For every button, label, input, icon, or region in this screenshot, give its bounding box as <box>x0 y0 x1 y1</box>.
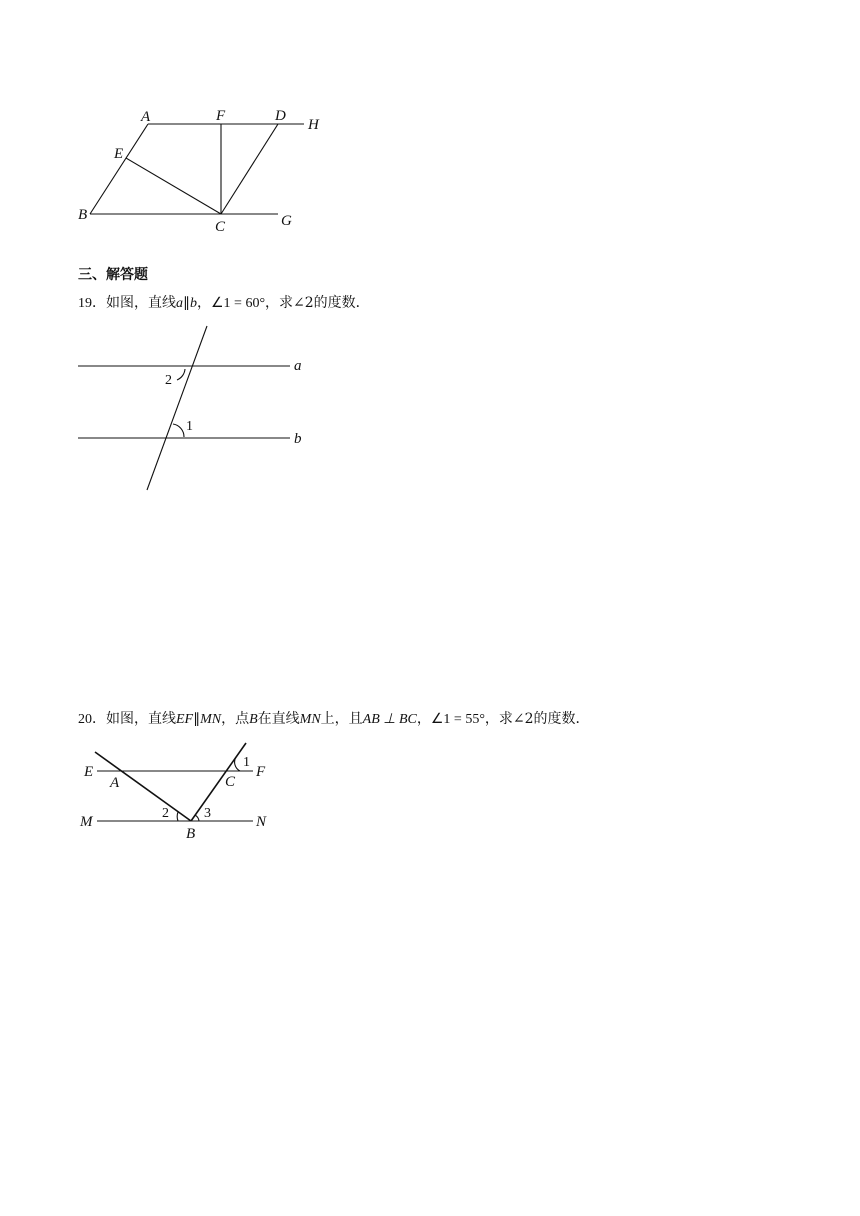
q20-point-b: B <box>249 712 258 727</box>
section-title: 三、解答题 <box>78 267 148 283</box>
angle-1-label: 1 <box>243 755 250 770</box>
q20-angle1: ∠1 = 55° <box>430 712 485 727</box>
q19-parallel: ∥ <box>183 296 190 311</box>
label-a: A <box>141 109 151 125</box>
line-ab <box>90 124 148 214</box>
label-c: C <box>225 774 236 790</box>
label-c: C <box>215 219 226 235</box>
angle-2-arc <box>177 812 178 821</box>
angle-2-label: 2 <box>162 806 169 821</box>
label-e: E <box>84 764 94 780</box>
q20-text-a: 如图，直线 <box>106 711 176 727</box>
label-f: F <box>256 764 266 780</box>
q20-ab-perp-bc: AB ⊥ BC <box>362 712 417 727</box>
label-m: M <box>80 814 93 830</box>
label-h: H <box>308 117 319 133</box>
q19-number: 19． <box>78 296 106 311</box>
q19-text-c: ，求∠2的度数． <box>265 295 370 311</box>
line-bc <box>191 743 246 821</box>
label-g: G <box>281 213 292 229</box>
label-a: A <box>110 775 120 791</box>
q19-line-a: a <box>176 296 183 311</box>
angle-2-arc <box>177 369 185 380</box>
q20-text-f: ，求∠2的度数． <box>484 711 590 727</box>
label-line-a: a <box>294 358 302 374</box>
label-e: E <box>114 146 124 162</box>
angle-1-arc <box>235 757 240 771</box>
q20-text-d: 上，且 <box>320 711 363 727</box>
q20-line-mn2: MN <box>299 712 321 727</box>
q19-line-b: b <box>190 296 197 311</box>
angle-1-label: 1 <box>186 419 193 434</box>
label-f: F <box>216 108 226 124</box>
q20-number: 20． <box>78 712 106 727</box>
label-line-b: b <box>294 431 302 447</box>
label-n: N <box>256 814 267 830</box>
q20-line-ef: EF <box>176 712 194 727</box>
q19-angle1: ∠1 = 60° <box>211 296 266 311</box>
q20-parallel: ∥ <box>193 712 201 727</box>
q19-text-a: 如图，直线 <box>106 295 176 311</box>
line-ec <box>126 158 221 214</box>
label-b: B <box>78 207 88 223</box>
line-ab <box>95 752 191 821</box>
angle-2-label: 2 <box>165 373 172 388</box>
q20-text-b: ，点 <box>221 711 250 727</box>
q19-text-b: ， <box>197 295 211 311</box>
transversal <box>147 326 207 490</box>
label-b: B <box>186 826 196 842</box>
angle-1-arc <box>173 424 184 437</box>
q20-line-mn: MN <box>200 712 222 727</box>
angle-3-label: 3 <box>204 806 211 821</box>
q20-text-c: 在直线 <box>257 711 300 727</box>
label-d: D <box>275 108 286 124</box>
question-19 <box>78 294 370 313</box>
question-20 <box>78 710 590 729</box>
angle-3-arc <box>195 815 199 821</box>
line-dc <box>221 124 278 214</box>
q20-text-e: ， <box>416 711 431 727</box>
